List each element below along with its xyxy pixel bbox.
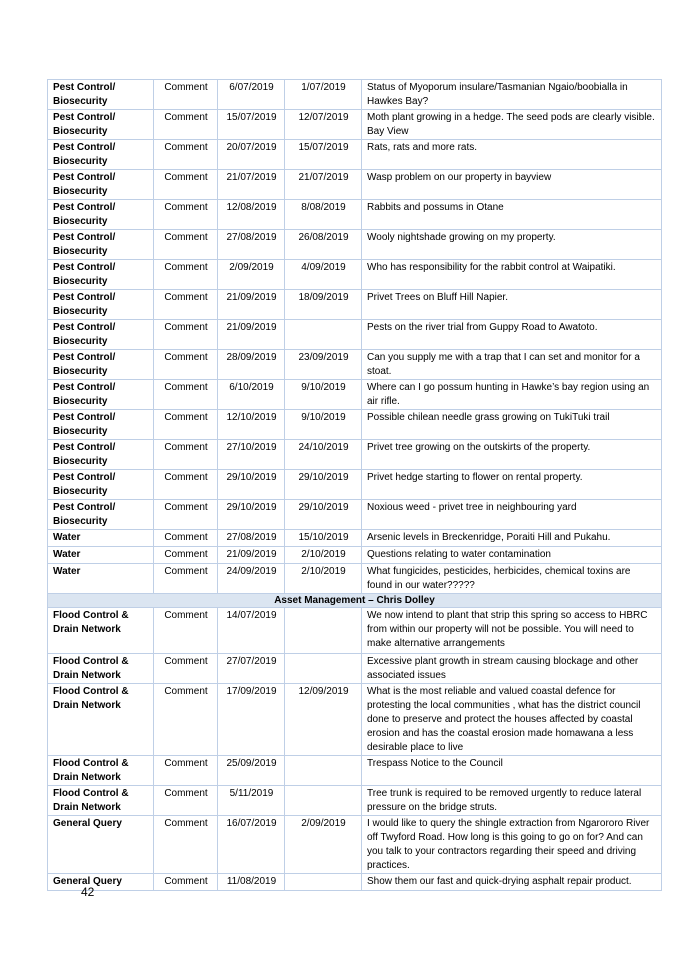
cell-category: Flood Control & Drain Network — [48, 608, 154, 654]
cell-category: Pest Control/ Biosecurity — [48, 170, 154, 200]
cell-description: Arsenic levels in Breckenridge, Poraiti Hill and Pukahu. — [362, 530, 662, 547]
cell-category: Pest Control/ Biosecurity — [48, 110, 154, 140]
table-row — [48, 230, 662, 260]
cell-date-actioned: 12/09/2019 — [285, 684, 362, 756]
cell-description: Rabbits and possums in Otane — [362, 200, 662, 230]
cell-description: Show them our fast and quick-drying asphalt repair product. — [362, 874, 662, 891]
cell-date-received: 17/09/2019 — [218, 684, 285, 756]
cell-description: Possible chilean needle grass growing on TukiTuki trail — [362, 410, 662, 440]
cell-description: Trespass Notice to the Council — [362, 756, 662, 786]
cell-date-received: 5/11/2019 — [218, 786, 285, 816]
cell-date-actioned: 26/08/2019 — [285, 230, 362, 260]
cell-category: Water — [48, 530, 154, 547]
table-row — [48, 654, 662, 684]
cell-date-actioned — [285, 654, 362, 684]
cell-category: General Query — [48, 816, 154, 874]
cell-date-actioned: 2/09/2019 — [285, 816, 362, 874]
cell-type: Comment — [154, 110, 218, 140]
cell-date-received: 12/10/2019 — [218, 410, 285, 440]
cell-category: Pest Control/ Biosecurity — [48, 350, 154, 380]
table-row — [48, 380, 662, 410]
cell-date-actioned — [285, 608, 362, 654]
cell-category: General Query — [48, 874, 154, 891]
section-header: Asset Management – Chris Dolley — [48, 594, 662, 608]
table-row — [48, 786, 662, 816]
table-row — [48, 564, 662, 594]
cell-description: Privet hedge starting to flower on rental property. — [362, 470, 662, 500]
cell-type: Comment — [154, 816, 218, 874]
cell-type: Comment — [154, 380, 218, 410]
cell-category: Pest Control/ Biosecurity — [48, 380, 154, 410]
table-row — [48, 530, 662, 547]
cell-category: Pest Control/ Biosecurity — [48, 140, 154, 170]
cell-category: Water — [48, 564, 154, 594]
cell-type: Comment — [154, 530, 218, 547]
table-row — [48, 684, 662, 756]
cell-date-actioned: 23/09/2019 — [285, 350, 362, 380]
table-row — [48, 608, 662, 654]
cell-type: Comment — [154, 410, 218, 440]
cell-type: Comment — [154, 684, 218, 756]
table-row — [48, 200, 662, 230]
cell-type: Comment — [154, 260, 218, 290]
cell-date-received: 14/07/2019 — [218, 608, 285, 654]
table-row — [48, 80, 662, 110]
cell-date-actioned: 9/10/2019 — [285, 380, 362, 410]
cell-category: Pest Control/ Biosecurity — [48, 80, 154, 110]
cell-description: Wooly nightshade growing on my property. — [362, 230, 662, 260]
cell-description: Rats, rats and more rats. — [362, 140, 662, 170]
cell-description: Excessive plant growth in stream causing blockage and other associated issues — [362, 654, 662, 684]
table-row — [48, 440, 662, 470]
cell-category: Pest Control/ Biosecurity — [48, 410, 154, 440]
cell-description: Privet Trees on Bluff Hill Napier. — [362, 290, 662, 320]
cell-category: Flood Control & Drain Network — [48, 786, 154, 816]
cell-type: Comment — [154, 500, 218, 530]
table-body-asset — [48, 608, 662, 891]
cell-date-actioned: 18/09/2019 — [285, 290, 362, 320]
cell-category: Pest Control/ Biosecurity — [48, 470, 154, 500]
cell-type: Comment — [154, 140, 218, 170]
cell-description: We now intend to plant that strip this spring so access to HBRC from within our property will not be possible. You will need to make alternative arrangements — [362, 608, 662, 654]
cell-description: I would like to query the shingle extraction from Ngarororo River off Twyford Road. How long is this going to go on for? And can you talk to your contractors regarding their speed and driving practices. — [362, 816, 662, 874]
cell-type: Comment — [154, 440, 218, 470]
cell-date-received: 21/09/2019 — [218, 320, 285, 350]
table-row — [48, 756, 662, 786]
cell-date-received: 6/07/2019 — [218, 80, 285, 110]
cell-description: Moth plant growing in a hedge. The seed pods are clearly visible. Bay View — [362, 110, 662, 140]
cell-category: Pest Control/ Biosecurity — [48, 500, 154, 530]
cell-description: Who has responsibility for the rabbit control at Waipatiki. — [362, 260, 662, 290]
cell-date-received: 15/07/2019 — [218, 110, 285, 140]
cell-date-actioned — [285, 874, 362, 891]
cell-description: Questions relating to water contamination — [362, 547, 662, 564]
cell-date-received: 21/09/2019 — [218, 547, 285, 564]
cell-date-actioned — [285, 320, 362, 350]
cell-type: Comment — [154, 547, 218, 564]
table-row — [48, 290, 662, 320]
table-body-pest-water — [48, 80, 662, 594]
cell-description: Where can I go possum hunting in Hawke’s bay region using an air rifle. — [362, 380, 662, 410]
cell-date-actioned: 2/10/2019 — [285, 547, 362, 564]
cell-type: Comment — [154, 564, 218, 594]
cell-description: Status of Myoporum insulare/Tasmanian Ngaio/boobialla in Hawkes Bay? — [362, 80, 662, 110]
cell-date-actioned: 8/08/2019 — [285, 200, 362, 230]
cell-date-received: 21/09/2019 — [218, 290, 285, 320]
table-row — [48, 874, 662, 891]
cell-description: Tree trunk is required to be removed urgently to reduce lateral pressure on the bridge struts. — [362, 786, 662, 816]
table-row — [48, 320, 662, 350]
cell-description: Wasp problem on our property in bayview — [362, 170, 662, 200]
cell-type: Comment — [154, 608, 218, 654]
cell-date-actioned: 15/07/2019 — [285, 140, 362, 170]
cell-description: What fungicides, pesticides, herbicides, chemical toxins are found in our water????? — [362, 564, 662, 594]
cell-date-received: 16/07/2019 — [218, 816, 285, 874]
cell-date-actioned: 1/07/2019 — [285, 80, 362, 110]
cell-date-actioned: 12/07/2019 — [285, 110, 362, 140]
cell-date-received: 27/08/2019 — [218, 530, 285, 547]
cell-description: What is the most reliable and valued coastal defence for protesting the local communities , what has the district council done to preserve and protect the houses affected by coastal erosion and has the coastal erosion made homawana a less desirable place to live — [362, 684, 662, 756]
table-row — [48, 350, 662, 380]
cell-date-received: 27/10/2019 — [218, 440, 285, 470]
cell-date-received: 25/09/2019 — [218, 756, 285, 786]
cell-date-received: 20/07/2019 — [218, 140, 285, 170]
cell-date-received: 11/08/2019 — [218, 874, 285, 891]
cell-date-actioned — [285, 756, 362, 786]
cell-description: Privet tree growing on the outskirts of the property. — [362, 440, 662, 470]
cell-category: Pest Control/ Biosecurity — [48, 440, 154, 470]
cell-date-received: 2/09/2019 — [218, 260, 285, 290]
cell-type: Comment — [154, 230, 218, 260]
cell-date-actioned: 24/10/2019 — [285, 440, 362, 470]
cell-date-actioned: 9/10/2019 — [285, 410, 362, 440]
cell-type: Comment — [154, 874, 218, 891]
cell-category: Pest Control/ Biosecurity — [48, 320, 154, 350]
cell-category: Flood Control & Drain Network — [48, 756, 154, 786]
table-row — [48, 110, 662, 140]
table-row — [48, 470, 662, 500]
cell-category: Pest Control/ Biosecurity — [48, 230, 154, 260]
table-row — [48, 410, 662, 440]
cell-category: Water — [48, 547, 154, 564]
cell-date-actioned: 29/10/2019 — [285, 470, 362, 500]
cell-date-received: 29/10/2019 — [218, 470, 285, 500]
cell-date-received: 27/07/2019 — [218, 654, 285, 684]
table-row — [48, 816, 662, 874]
cell-category: Flood Control & Drain Network — [48, 684, 154, 756]
page-number: 42 — [81, 885, 95, 899]
table-section-asset — [48, 594, 662, 608]
cell-type: Comment — [154, 80, 218, 110]
cell-date-actioned: 2/10/2019 — [285, 564, 362, 594]
cell-category: Pest Control/ Biosecurity — [48, 200, 154, 230]
section-header-row — [48, 594, 662, 608]
cell-description: Can you supply me with a trap that I can set and monitor for a stoat. — [362, 350, 662, 380]
table-row — [48, 140, 662, 170]
cell-category: Flood Control & Drain Network — [48, 654, 154, 684]
cell-category: Pest Control/ Biosecurity — [48, 260, 154, 290]
cell-date-received: 6/10/2019 — [218, 380, 285, 410]
table-row — [48, 547, 662, 564]
cell-date-actioned: 21/07/2019 — [285, 170, 362, 200]
cell-category: Pest Control/ Biosecurity — [48, 290, 154, 320]
cell-type: Comment — [154, 170, 218, 200]
cell-date-actioned — [285, 786, 362, 816]
cell-type: Comment — [154, 290, 218, 320]
cell-date-received: 12/08/2019 — [218, 200, 285, 230]
cell-type: Comment — [154, 654, 218, 684]
cell-date-received: 28/09/2019 — [218, 350, 285, 380]
table-row — [48, 170, 662, 200]
cell-type: Comment — [154, 320, 218, 350]
cell-date-received: 24/09/2019 — [218, 564, 285, 594]
table-row — [48, 500, 662, 530]
cell-date-received: 29/10/2019 — [218, 500, 285, 530]
cell-type: Comment — [154, 200, 218, 230]
table-row — [48, 260, 662, 290]
cell-date-actioned: 4/09/2019 — [285, 260, 362, 290]
cell-date-received: 27/08/2019 — [218, 230, 285, 260]
cell-date-received: 21/07/2019 — [218, 170, 285, 200]
cell-type: Comment — [154, 470, 218, 500]
cell-date-actioned: 29/10/2019 — [285, 500, 362, 530]
cell-type: Comment — [154, 786, 218, 816]
cell-type: Comment — [154, 350, 218, 380]
cell-description: Pests on the river trial from Guppy Road to Awatoto. — [362, 320, 662, 350]
cell-date-actioned: 15/10/2019 — [285, 530, 362, 547]
cell-description: Noxious weed - privet tree in neighbouring yard — [362, 500, 662, 530]
cell-type: Comment — [154, 756, 218, 786]
comments-table — [47, 79, 662, 891]
